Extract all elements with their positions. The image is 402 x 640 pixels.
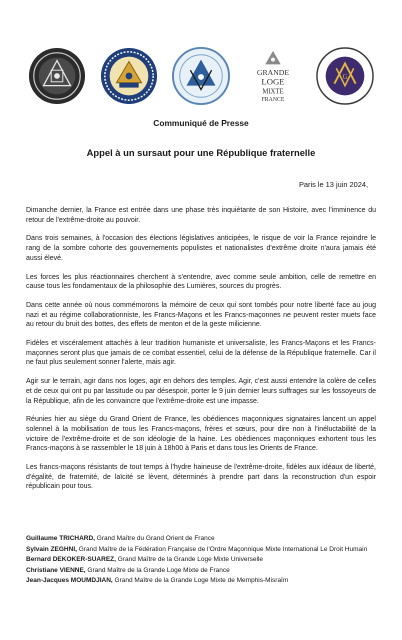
droit-humain-seal	[100, 47, 158, 105]
paragraph: Fidèles et viscéralement attachés à leur tradition humaniste et universaliste, les Francs-Maçons et les Francs-maçonnes seront plus que jamais de ce combat essentiel, celui de la défense de la République fraternelle. Car il ne faut plus seulement sonner l'alerte, mais agir.	[26, 340, 376, 367]
signatory-name: Sylvain ZEGHNI,	[26, 545, 77, 553]
signatory-role: Grand Maître de la Grande Loge Mixte de Memphis-Misraïm	[112, 577, 289, 584]
paragraph: Les forces les plus réactionnaires cherchent à s'entendre, avec comme seule ambition, celle de remettre en cause tous les fondamentaux de la philosophie des Lumières, sources du progrès.	[26, 273, 376, 291]
press-release-body	[26, 206, 376, 501]
svg-text:GRANDE: GRANDE	[256, 68, 290, 78]
grande-loge-mixte-memphis-misraim-seal	[316, 47, 374, 105]
press-release-kicker: Communiqué de Presse	[153, 118, 249, 128]
paragraph: Dans cette année où nous commémorons la mémoire de ceux qui sont tombés pour notre liberté face au joug nazi et au régime collaborationniste, les Francs-Maçons et les Francs-maçonnes ne peuvent rester muets face au retour du bruit des bottes, des effets de menton et de la geste milicienne.	[26, 301, 376, 329]
grand-orient-de-france-seal	[28, 47, 86, 105]
signatory	[26, 534, 392, 545]
grande-loge-mixte-de-france-logo	[244, 47, 302, 105]
signatory-list	[26, 534, 392, 587]
signatory	[26, 566, 392, 577]
signatory-name: Jean-Jacques MOUMDJIAN,	[26, 577, 113, 584]
logo-row	[28, 44, 374, 108]
signatory-role: Grand Maître de la Grande Loge Mixte Universelle	[115, 556, 263, 563]
paragraph: Dans trois semaines, à l'occasion des élections législatives anticipées, le risque de voir la France rejoindre le rang de la sombre cohorte des gouvernements populistes et nationalistes d'extrême droite n'aura jamais été aussi élevé.	[26, 235, 376, 262]
date-line: Paris le 13 juin 2024,	[298, 180, 368, 189]
signatory-name: Christiane VIENNE,	[26, 566, 86, 574]
svg-text:MIXTE: MIXTE	[262, 88, 284, 96]
press-release-title: Appel à un sursaut pour une République fraternelle	[86, 147, 316, 158]
signatory-name: Bernard DEKOKER-SUAREZ,	[26, 556, 116, 563]
paragraph: Dimanche dernier, la France est entrée dans une phase très inquiétante de son Histoire, avec l'imminence du retour de l'extrême-droite au pouvoir.	[26, 207, 376, 224]
paragraph: Réunies hier au siège du Grand Orient de France, les obédiences maçonniques signataires lancent un appel solennel à la mobilisation de tous les Francs-maçons, frères et sœurs, pour dire non à l'inéluctabilité de la victoire de l'extrême-droite et de son idéologie de la haine. Les obédiences maçonniques exhortent tous les Francs-maçons à se rassembler le 18 juin à 18h00 à Paris et dans tous les Orients de France.	[26, 416, 376, 453]
signatory	[26, 576, 392, 587]
signatory	[26, 545, 392, 556]
grande-loge-mixte-universelle-seal	[172, 47, 230, 105]
signatory-role: Grand Maître de la Grande Loge Mixte de France	[85, 566, 230, 574]
paragraph: Les francs-maçons résistants de tout temps à l'hydre haineuse de l'extrême-droite, fidèles aux idéaux de liberté, d'égalité, de fraternité, de laïcité se lèvent, déterminés à prendre part dans la reconstruction d'un espoir républicain pour tous.	[26, 464, 376, 491]
svg-text:FRANCE: FRANCE	[261, 97, 285, 104]
paragraph: Agir sur le terrain, agir dans nos loges, agir en dehors des temples. Agir, c'est aussi entendre la colère de celles et de ceux qui ont pu par lassitude ou par désespoir, porter le 9 juin dernier leurs suffrages sur les fossoyeurs de la République, afin de les convaincre que l'extrême-droite est une impasse.	[26, 378, 376, 405]
signatory-name: Guillaume TRICHARD,	[26, 535, 95, 542]
signatory-role: Grand Maître du Grand Orient de France	[94, 535, 215, 542]
signatory	[26, 555, 392, 566]
signatory-role: Grand Maître de la Fédération Française de l'Ordre Maçonnique Mixte International Le Droit Humain	[76, 545, 368, 553]
svg-text:G: G	[342, 73, 348, 81]
svg-text:LOGE: LOGE	[261, 76, 285, 87]
